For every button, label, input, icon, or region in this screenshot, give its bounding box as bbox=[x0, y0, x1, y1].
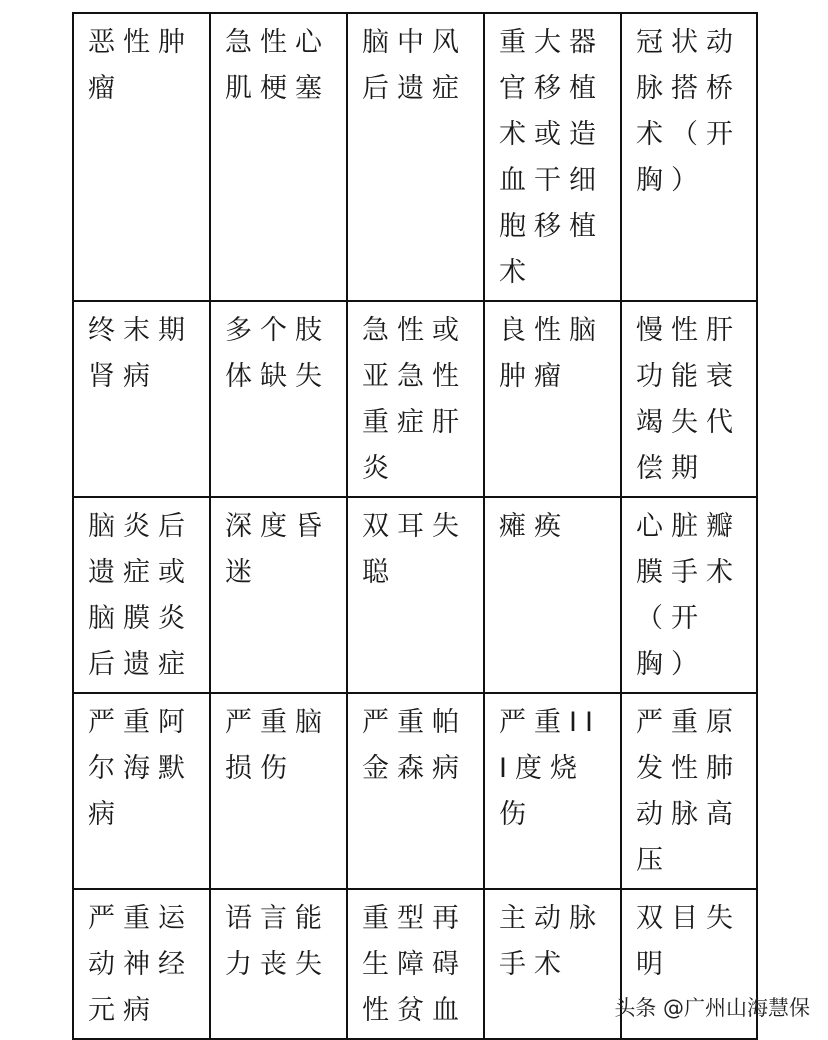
cell-text: 严重帕金森病 bbox=[362, 707, 467, 784]
cell-text: 双耳失聪 bbox=[362, 511, 467, 588]
table-cell bbox=[73, 497, 210, 693]
cell-text: 终末期肾病 bbox=[88, 315, 193, 392]
cell-text: 严重原发性肺动脉高压 bbox=[636, 707, 741, 876]
table-cell bbox=[621, 301, 757, 497]
cell-text: 多个肢体缺失 bbox=[225, 315, 330, 392]
cell-text: 冠状动脉搭桥术（开胸） bbox=[636, 27, 741, 196]
table-cell bbox=[484, 693, 621, 889]
table-row bbox=[73, 301, 757, 497]
cell-text: 重大器官移植术或造血干细胞移植术 bbox=[499, 27, 604, 288]
table-cell bbox=[347, 889, 484, 1039]
table-cell bbox=[347, 13, 484, 301]
cell-text: 急性或亚急性重症肝炎 bbox=[362, 315, 467, 484]
table-cell bbox=[484, 889, 621, 1039]
table-cell bbox=[484, 301, 621, 497]
cell-text: 严重运动神经元病 bbox=[88, 903, 193, 1026]
cell-text: 主动脉手术 bbox=[499, 903, 604, 980]
cell-text: 严重阿尔海默病 bbox=[88, 707, 193, 830]
cell-text: 瘫痪 bbox=[499, 511, 569, 542]
table-row bbox=[73, 13, 757, 301]
cell-text: 深度昏迷 bbox=[225, 511, 330, 588]
table-cell bbox=[73, 693, 210, 889]
table-cell bbox=[73, 889, 210, 1039]
table-row bbox=[73, 497, 757, 693]
table-cell bbox=[210, 301, 347, 497]
cell-text: 心脏瓣膜手术（开胸） bbox=[636, 511, 741, 680]
table-cell bbox=[347, 497, 484, 693]
table-cell bbox=[484, 13, 621, 301]
cell-text: 急性心肌梗塞 bbox=[225, 27, 330, 104]
table-row bbox=[73, 693, 757, 889]
table-cell bbox=[621, 693, 757, 889]
cell-text: 严重脑损伤 bbox=[225, 707, 330, 784]
table-cell bbox=[347, 693, 484, 889]
cell-text: 语言能力丧失 bbox=[225, 903, 330, 980]
table-cell bbox=[210, 13, 347, 301]
critical-illness-table bbox=[72, 12, 758, 1040]
source-watermark: 头条 @广州山海慧保 bbox=[614, 996, 810, 1020]
table-cell bbox=[73, 13, 210, 301]
table-cell bbox=[484, 497, 621, 693]
cell-text: 重型再生障碍性贫血 bbox=[362, 903, 467, 1026]
cell-text: 脑中风后遗症 bbox=[362, 27, 467, 104]
table-cell bbox=[621, 13, 757, 301]
table-cell bbox=[210, 889, 347, 1039]
table-cell bbox=[210, 693, 347, 889]
table-cell bbox=[210, 497, 347, 693]
cell-text: 脑炎后遗症或脑膜炎后遗症 bbox=[88, 511, 193, 680]
cell-text: 恶性肿瘤 bbox=[88, 27, 193, 104]
table-cell bbox=[73, 301, 210, 497]
cell-text: 严重III度烧伤 bbox=[499, 707, 601, 830]
cell-text: 双目失明 bbox=[636, 903, 741, 980]
table-cell bbox=[621, 497, 757, 693]
cell-text: 慢性肝功能衰竭失代偿期 bbox=[636, 315, 741, 484]
table-cell bbox=[347, 301, 484, 497]
cell-text: 良性脑肿瘤 bbox=[499, 315, 604, 392]
